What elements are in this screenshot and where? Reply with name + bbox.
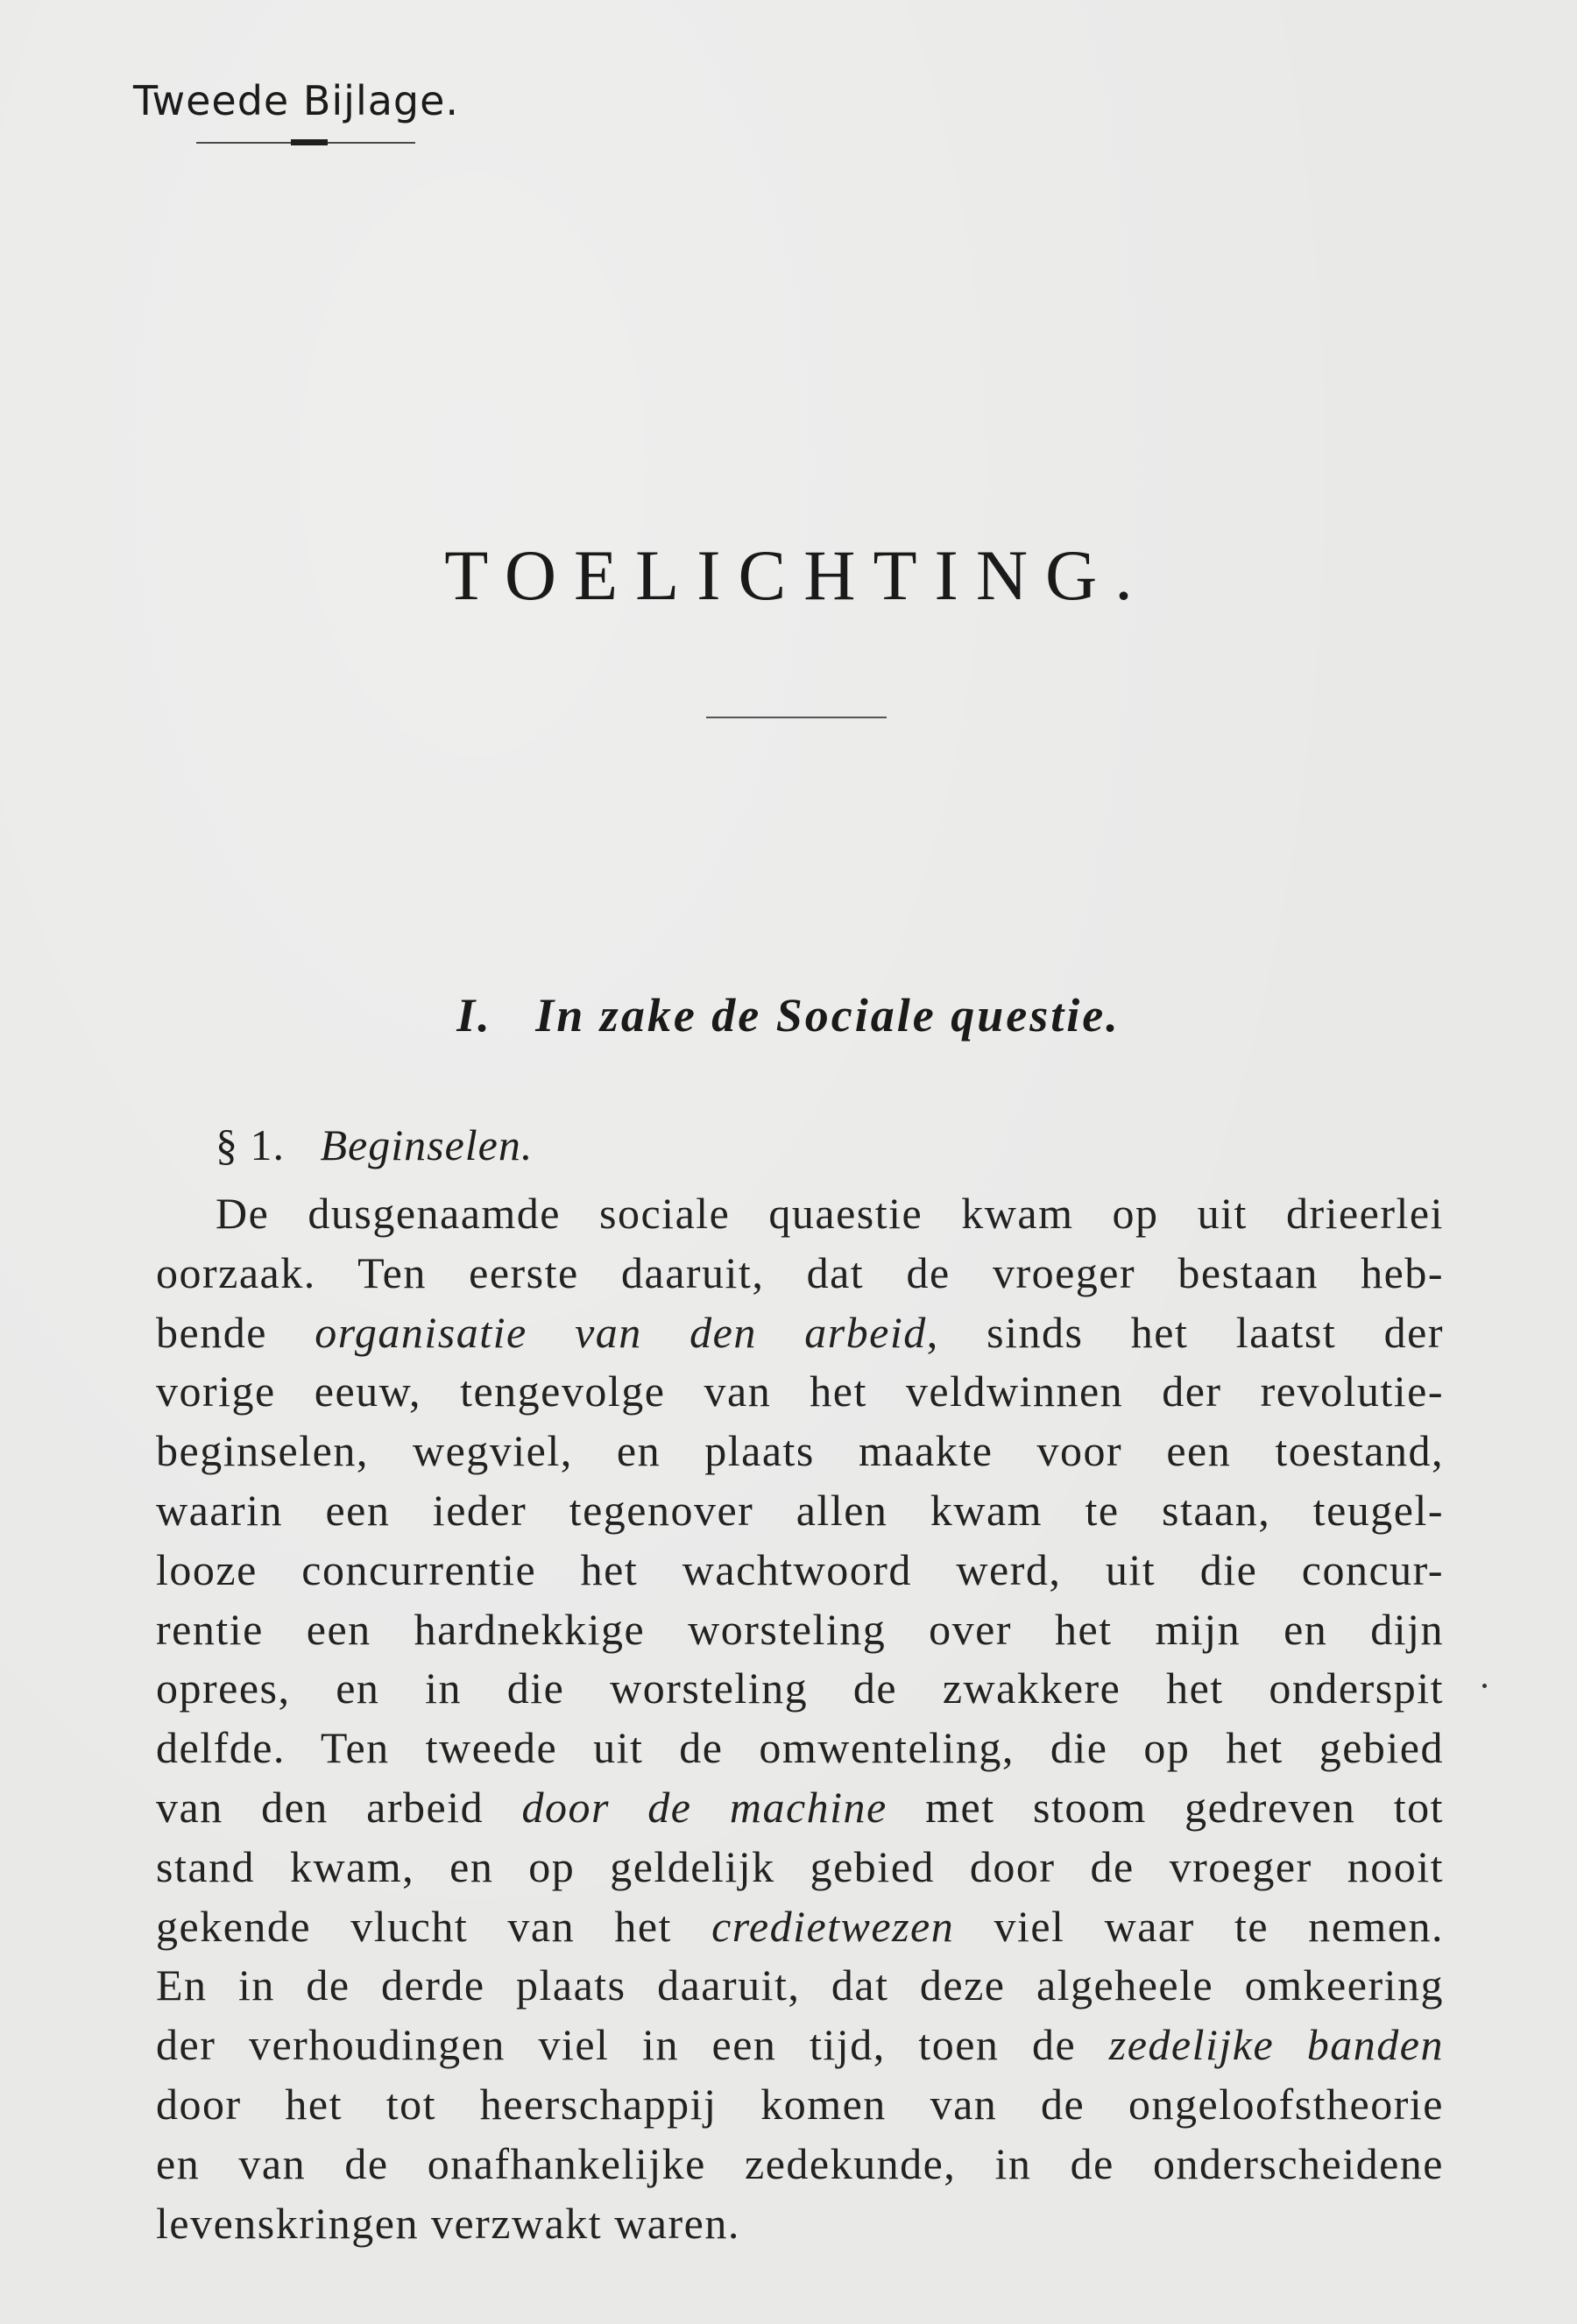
text-line (156, 2135, 1444, 2194)
text-segment: door het tot heerschappij komen van de ongeloofstheorie (156, 2079, 1444, 2129)
text-line (156, 2075, 1444, 2135)
text-segment: levenskringen verzwakt waren. (156, 2198, 740, 2248)
italic-phrase: zedelijke banden (1108, 2020, 1444, 2070)
italic-phrase: credietwezen (711, 1901, 955, 1951)
text-segment: waarin een ieder tegenover allen kwam te staan, teugel- (156, 1485, 1444, 1535)
subsection-title: Beginselen. (320, 1120, 534, 1169)
text-line (156, 1303, 1444, 1363)
text-segment: oorzaak. Ten eerste daaruit, dat de vroeger bestaan heb- (156, 1247, 1444, 1297)
text-line (156, 2194, 1444, 2254)
subsection-number: § 1. (216, 1120, 285, 1169)
text-segment: met stoom gedreven tot (887, 1782, 1444, 1832)
text-segment: vorige eeuw, tengevolge van het veldwinnen der revolutie- (156, 1367, 1444, 1416)
running-head-rule-mark (291, 139, 328, 145)
body-paragraph (156, 1184, 1444, 2253)
subsection-heading (216, 1120, 533, 1170)
text-segment: van den arbeid (156, 1782, 522, 1832)
stray-mark (1482, 1684, 1487, 1688)
text-segment: looze concurrentie het wachtwoord werd, uit die concur- (156, 1544, 1444, 1594)
title-rule (706, 717, 887, 718)
text-line (156, 1778, 1444, 1838)
text-line (156, 1541, 1444, 1600)
text-segment: En in de derde plaats daaruit, dat deze algeheele omkeering (156, 1960, 1444, 2010)
text-segment: rentie een hardnekkige worsteling over het mijn en dijn (156, 1604, 1444, 1654)
text-segment: beginselen, wegviel, en plaats maakte voor een toestand, (156, 1426, 1444, 1476)
text-line (156, 1956, 1444, 2016)
text-segment: oprees, en in die worsteling de zwakkere het onderspit (156, 1664, 1444, 1713)
text-line (156, 2016, 1444, 2075)
text-segment: De dusgenaamde sociale quaestie kwam op uit drieerlei (216, 1189, 1444, 1238)
text-line (156, 1659, 1444, 1719)
text-line (156, 1897, 1444, 1957)
text-segment: , sinds het laatst der (926, 1307, 1444, 1357)
text-segment: der verhoudingen viel in een tijd, toen de (156, 2020, 1109, 2070)
running-head: Tweede Bijlage. (133, 77, 460, 124)
text-segment: gekende vlucht van het (156, 1901, 712, 1951)
section-heading: I. In zake de Sociale questie. (456, 989, 1121, 1042)
page-title: TOELICHTING. (444, 535, 1150, 615)
text-segment: bende (156, 1307, 315, 1357)
text-line (156, 1362, 1444, 1422)
italic-phrase: door de machine (521, 1782, 888, 1832)
text-segment: viel waar te nemen. (954, 1901, 1444, 1951)
text-line (156, 1838, 1444, 1897)
text-line (156, 1422, 1444, 1481)
text-line (156, 1600, 1444, 1660)
text-segment: stand kwam, en op geldelijk gebied door de vroeger nooit (156, 1841, 1444, 1891)
italic-phrase: organisatie van den arbeid (315, 1307, 927, 1357)
text-line (156, 1481, 1444, 1541)
text-segment: delfde. Ten tweede uit de omwenteling, die op het gebied (156, 1723, 1444, 1773)
text-line (156, 1244, 1444, 1303)
text-segment: en van de onafhankelijke zedekunde, in de onderscheidene (156, 2138, 1444, 2188)
text-line (156, 1184, 1444, 1244)
text-line (156, 1719, 1444, 1778)
